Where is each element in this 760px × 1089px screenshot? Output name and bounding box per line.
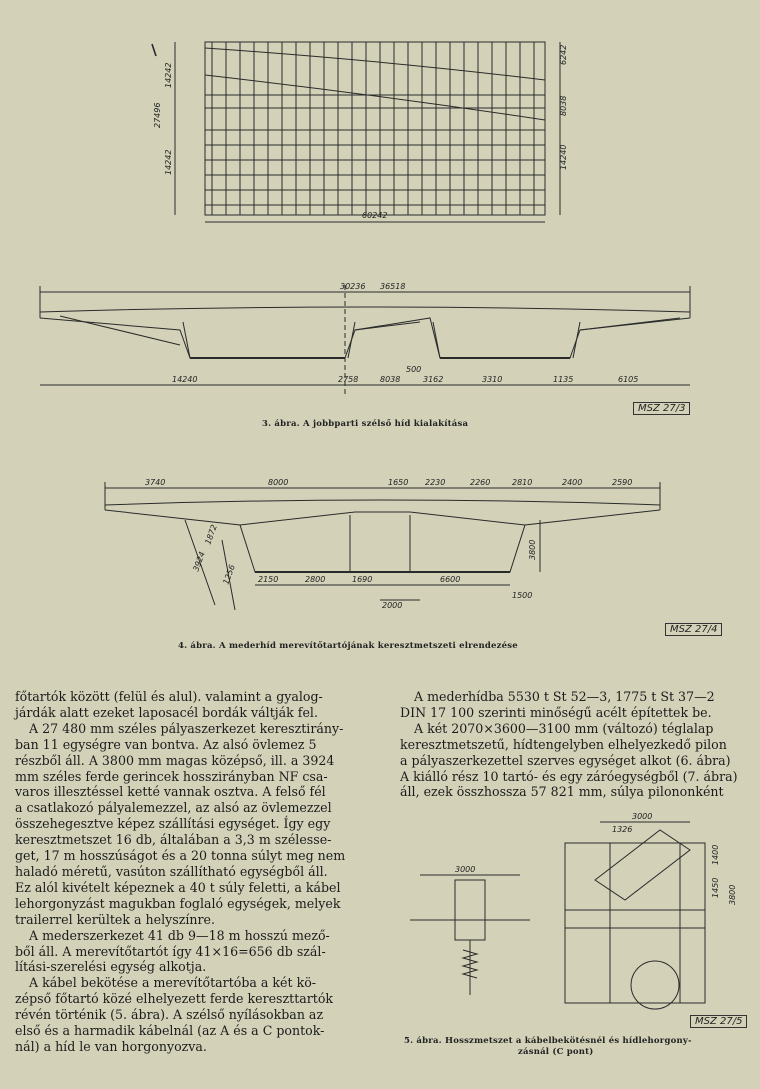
fig4-dim-b5: 1500: [512, 591, 533, 600]
fig4-dim-t1: 3740: [145, 478, 166, 487]
left-line: révén történik (5. ábra). A szélső nyílásokban az: [15, 1007, 324, 1023]
right-line: áll, ezek összhossza 57 821 mm, súlya pilononként: [400, 784, 724, 800]
fig4-dim-t3: 1650: [388, 478, 409, 487]
fig3-plan-dim-left2: 27496: [153, 102, 162, 128]
left-line: ből áll. A merevítőtartót így 41×16=656 db szál-: [15, 943, 326, 959]
fig5-drawing: [410, 822, 705, 1009]
right-line: A kiálló rész 10 tartó- és egy záróegységből (7. ábra): [400, 768, 738, 784]
fig4-dim-t4: 2230: [425, 478, 446, 487]
fig3-plan-drawing: [152, 42, 560, 222]
left-line: a csatlakozó pályalemezzel, az alsó az övlemezzel: [15, 800, 332, 816]
fig5-caption-line2: zásnál (C pont): [518, 1047, 594, 1057]
fig5-dim-d6: 3800: [728, 884, 737, 905]
left-line: összehegesztve képez szállítási egységet. Így egy: [15, 816, 331, 832]
fig5-dim-d4: 1450: [711, 877, 720, 898]
fig3-sec-dim-b6: 3310: [482, 375, 503, 384]
fig4-dim-t7: 2400: [562, 478, 583, 487]
fig5-dim-d2: 1326: [612, 825, 633, 834]
fig5-dim-d1: 3000: [455, 865, 476, 874]
right-line: A mederhídba 5530 t St 52—3, 1775 t St 37—2: [414, 689, 715, 704]
right-line: DIN 17 100 szerinti minőségű acélt építettek be.: [400, 704, 712, 720]
fig4-dim-t6: 2810: [512, 478, 533, 487]
fig3-sec-dim-b2: 2758: [338, 375, 359, 384]
fig4-dim-t2: 8000: [268, 478, 289, 487]
fig3-caption: 3. ábra. A jobbparti szélső híd kialakítása: [262, 419, 469, 429]
right-column-text: [400, 689, 754, 800]
fig5-caption-line1: 5. ábra. Hosszmetszet a kábelbekötésnél és hídlehorgony-: [404, 1036, 692, 1046]
fig3-sec-dim-b8: 6105: [618, 375, 639, 384]
left-column-text: [15, 689, 377, 1055]
fig4-dim-b2: 2800: [305, 575, 326, 584]
fig4-dim-b3: 1690: [352, 575, 373, 584]
fig3-stamp: MSZ 27/3: [633, 402, 690, 415]
fig4-dim-b4: 6600: [440, 575, 461, 584]
fig3-plan-dim-right3: 14240: [559, 144, 568, 170]
right-line: keresztmetszetű, hídtengelyben elhelyezkedő pilon: [400, 736, 727, 752]
fig3-sec-dim-b5: 3162: [423, 375, 444, 384]
fig4-dim-b1: 2150: [258, 575, 279, 584]
fig4-caption: 4. ábra. A mederhíd merevítőtartójának keresztmetszeti elrendezése: [178, 641, 518, 651]
fig4-dim-r1: 3800: [528, 539, 537, 560]
fig5-dim-d5: 3000: [632, 812, 653, 821]
fig3-sec-dim-b3: 8038: [380, 375, 401, 384]
left-line: mm széles ferde gerincek hosszirányban NF csa-: [15, 768, 328, 784]
left-line: lehorgonyzást magukban foglaló egységek, melyek: [15, 895, 341, 911]
left-line: varos illesztéssel ketté vannak osztva. A felső fél: [15, 784, 326, 800]
fig3-sec-dim-tr: 36518: [380, 282, 406, 291]
left-line: lítási-szerelési egység alkotja.: [15, 959, 207, 975]
fig3-sec-dim-b1: 14240: [172, 375, 198, 384]
fig3-sec-dim-b7: 1135: [553, 375, 574, 384]
left-line: járdák alatt ezeket laposacél bordák váltják fel.: [15, 704, 318, 720]
fig4-dim-l2: 3924: [191, 550, 207, 573]
left-line: Ez alól kivételt képeznek a 40 t súly feletti, a kábel: [15, 879, 341, 895]
fig3-plan-dim-right1: 6242: [559, 44, 568, 65]
left-line: zépső főtartó közé elhelyezett ferde kereszttartók: [15, 991, 334, 1007]
left-line: keresztmetszet 16 db, általában a 3,3 m szélesse-: [15, 832, 332, 848]
fig3-plan-dim-bottom: 60242: [362, 211, 388, 220]
fig4-dim-t8: 2590: [612, 478, 633, 487]
left-line: A mederszerkezet 41 db 9—18 m hosszú mező-: [29, 927, 330, 943]
left-line: nál) a híd le van horgonyozva.: [15, 1038, 207, 1054]
right-line: A két 2070×3600—3100 mm (változó) téglalap: [414, 720, 714, 736]
fig3-plan-dim-left1: 14242: [164, 62, 173, 88]
fig4-dim-l1: 1872: [203, 523, 219, 546]
fig3-section-drawing: [40, 285, 690, 395]
fig3-plan-dim-right2: 8038: [559, 95, 568, 116]
left-line: részből áll. A 3800 mm magas középső, ill. a 3924: [15, 752, 335, 768]
fig4-stamp: MSZ 27/4: [665, 623, 722, 636]
left-line: A kábel bekötése a merevítőtartóba a két kö-: [29, 975, 317, 991]
left-line: első és a harmadik kábelnál (az A és a C pontok-: [15, 1023, 325, 1039]
fig5-stamp: MSZ 27/5: [690, 1015, 747, 1028]
fig4-dim-t5: 2260: [470, 478, 491, 487]
fig5-dim-d3: 1400: [711, 844, 720, 865]
fig3-sec-dim-b4: 500: [406, 365, 422, 374]
fig3-plan-dim-left3: 14242: [164, 149, 173, 175]
fig4-section-drawing: [105, 482, 660, 610]
fig3-sec-dim-tl: 30236: [340, 282, 366, 291]
left-line: trailerrel kerültek a helyszínre.: [15, 911, 215, 927]
left-line: get, 17 m hosszúságot és a 20 tonna súlyt meg nem: [15, 848, 346, 864]
fig4-dim-b6: 2000: [382, 601, 403, 610]
left-line: haladó méretű, vasúton szállítható egységből áll.: [15, 863, 328, 879]
left-line: főtartók között (felül és alul). valamint a gyalog-: [15, 689, 323, 704]
left-line: A 27 480 mm széles pályaszerkezet keresztirány-: [29, 720, 344, 736]
left-line: ban 11 egységre van bontva. Az alsó övlemez 5: [15, 736, 317, 752]
right-line: a pályaszerkezettel szerves egységet alkot (6. ábra): [400, 752, 731, 768]
fig4-dim-l3: 1256: [221, 563, 237, 586]
